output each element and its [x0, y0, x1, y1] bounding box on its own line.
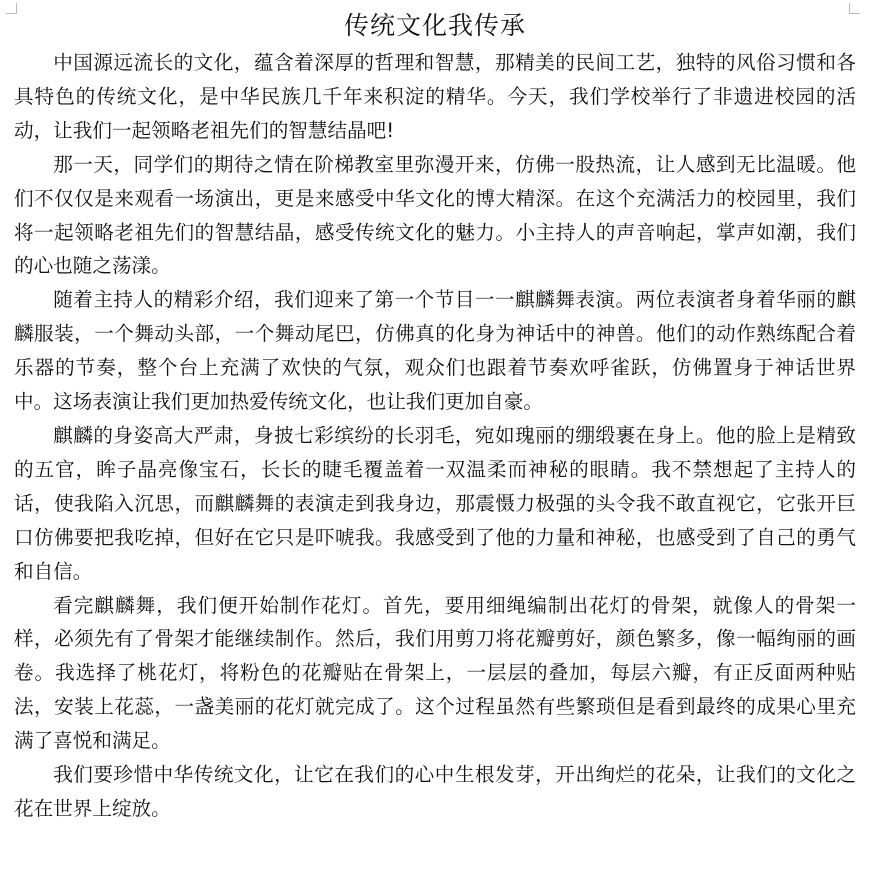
- paragraph-2: 那一天，同学们的期待之情在阶梯教室里弥漫开来，仿佛一股热流，让人感到无比温暖。他们不仅仅是来观看一场演出，更是来感受中华文化的博大精深。在这个充满活力的校园里，我们将一起领略老祖先们的智慧结晶，感受传统文化的魅力。小主持人的声音响起，掌声如潮，我们的心也随之荡漾。: [14, 152, 856, 278]
- paragraph-4: 麒麟的身姿高大严肃，身披七彩缤纷的长羽毛，宛如瑰丽的绷缎裹在身上。他的脸上是精致的五官，眸子晶亮像宝石，长长的睫毛覆盖着一双温柔而神秘的眼睛。我不禁想起了主持人的话，使我陷入沉思，而麒麟舞的表演走到我身边，那震慑力极强的头令我不敢直视它，它张开巨口仿佛要把我吃掉，但好在它只是吓唬我。我感受到了他的力量和神秘，也感受到了自己的勇气和自信。: [14, 423, 856, 583]
- document-body: [14, 46, 856, 826]
- document-title: 传统文化我传承: [343, 11, 526, 40]
- paragraph-6: 我们要珍惜中华传统文化，让它在我们的心中生根发芽，开出绚烂的花朵，让我们的文化之花在世界上绽放。: [14, 763, 856, 820]
- paragraph-3: 随着主持人的精彩介绍，我们迎来了第一个节目一一麒麟舞表演。两位表演者身着华丽的麒麟服装，一个舞动头部，一个舞动尾巴，仿佛真的化身为神话中的神兽。他们的动作熟练配合着乐器的节奏，整个台上充满了欢快的气氛，观众们也跟着节奏欢呼雀跃，仿佛置身于神话世界中。这场表演让我们更加热爱传统文化，也让我们更加自豪。: [14, 288, 856, 414]
- paragraph-5: 看完麒麟舞，我们便开始制作花灯。首先，要用细绳编制出花灯的骨架，就像人的骨架一样，必须先有了骨架才能继续制作。然后，我们用剪刀将花瓣剪好，颜色繁多，像一幅绚丽的画卷。我选择了桃花灯，将粉色的花瓣贴在骨架上，一层层的叠加，每层六瓣，有正反面两种贴法，安装上花蕊，一盏美丽的花灯就完成了。这个过程虽然有些繁琐但是看到最终的成果心里充满了喜悦和满足。: [14, 593, 856, 753]
- paragraph-1: 中国源远流长的文化，蕴含着深厚的哲理和智慧，那精美的民间工艺，独特的风俗习惯和各具特色的传统文化，是中华民族几千年来积淀的精华。今天，我们学校举行了非遗进校园的活动，让我们一起领略老祖先们的智慧结晶吧!: [14, 51, 856, 142]
